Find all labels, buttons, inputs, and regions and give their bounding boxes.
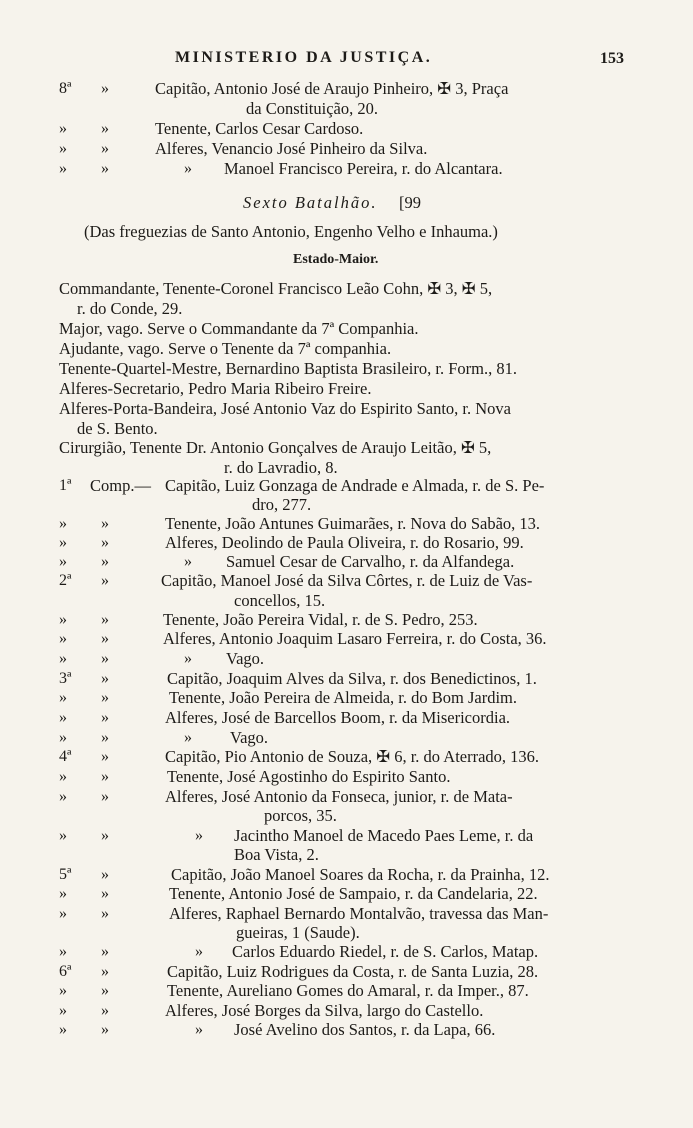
company-marker: 2ª xyxy=(59,572,72,589)
ditto-mark: » xyxy=(101,827,109,844)
entry-continuation: Boa Vista, 2. xyxy=(234,845,319,864)
entry-continuation: gueiras, 1 (Saude). xyxy=(236,923,360,942)
entry-text: Alferes, José de Barcellos Boom, r. da Misericordia. xyxy=(165,708,511,727)
entry-text: Alferes, Deolindo de Paula Oliveira, r. do Rosario, 99. xyxy=(165,533,524,552)
company-marker: 8ª xyxy=(59,80,72,97)
staff-entry: Cirurgião, Tenente Dr. Antonio Gonçalves de Araujo Leitão, ✠ 5, xyxy=(59,438,492,457)
ditto-mark: » xyxy=(59,788,67,805)
entry-text: Vago. xyxy=(226,649,265,668)
ditto-mark: » xyxy=(101,689,109,706)
entry-continuation: da Constituição, 20. xyxy=(246,99,378,118)
entry-text: Manoel Francisco Pereira, r. do Alcantara. xyxy=(224,159,503,178)
entry-text: Capitão, Joaquim Alves da Silva, r. dos Benedictinos, 1. xyxy=(167,669,537,688)
entry-text: Capitão, Luiz Gonzaga de Andrade e Almada, r. de S. Pe- xyxy=(165,476,545,495)
entry-text: Tenente, João Pereira de Almeida, r. do Bom Jardim. xyxy=(169,688,518,707)
company-marker: 6ª xyxy=(59,963,72,980)
ditto-mark: » xyxy=(59,768,67,785)
ditto-mark: » xyxy=(59,689,67,706)
ditto-mark: » xyxy=(59,1021,67,1038)
ditto-mark: » xyxy=(101,788,109,805)
ditto-mark: » xyxy=(101,729,109,746)
entry-text: Capitão, João Manoel Soares da Rocha, r. da Prainha, 12. xyxy=(171,865,550,884)
company-marker: 5ª xyxy=(59,866,72,883)
entry-text: Alferes, Venancio José Pinheiro da Silva. xyxy=(155,139,428,158)
ditto-mark: » xyxy=(101,670,109,687)
ditto-mark: » xyxy=(195,943,203,960)
ditto-mark: » xyxy=(101,572,109,589)
ditto-mark: » xyxy=(101,963,109,980)
staff-entry: Commandante, Tenente-Coronel Francisco Leão Cohn, ✠ 3, ✠ 5, xyxy=(59,279,493,298)
entry-text: Tenente, João Antunes Guimarães, r. Nova do Sabão, 13. xyxy=(165,514,541,533)
ditto-mark: » xyxy=(101,748,109,765)
ditto-mark: » xyxy=(59,905,67,922)
entry-text: Jacintho Manoel de Macedo Paes Leme, r. da xyxy=(234,826,534,845)
ditto-mark: » xyxy=(59,534,67,551)
ditto-mark: » xyxy=(101,866,109,883)
entry-text: Alferes, Antonio Joaquim Lasaro Ferreira, r. do Costa, 36. xyxy=(163,629,547,648)
entry-text: Tenente, José Agostinho do Espirito Santo. xyxy=(167,767,451,786)
ditto-mark: » xyxy=(101,515,109,532)
ditto-mark: » xyxy=(101,160,109,177)
staff-entry-continuation: r. do Lavradio, 8. xyxy=(224,458,338,477)
ditto-mark: » xyxy=(101,1002,109,1019)
company-label: Comp.— xyxy=(90,476,151,495)
ditto-mark: » xyxy=(59,553,67,570)
company-marker: 4ª xyxy=(59,748,72,765)
entry-text: José Avelino dos Santos, r. da Lapa, 66. xyxy=(234,1020,496,1039)
entry-text: Capitão, Luiz Rodrigues da Costa, r. de Santa Luzia, 28. xyxy=(167,962,539,981)
ditto-mark: » xyxy=(184,160,192,177)
ditto-mark: » xyxy=(101,534,109,551)
ditto-mark: » xyxy=(101,553,109,570)
ditto-mark: » xyxy=(195,1021,203,1038)
ditto-mark: » xyxy=(101,768,109,785)
entry-text: Tenente, Aureliano Gomes do Amaral, r. da Imper., 87. xyxy=(167,981,529,1000)
ditto-mark: » xyxy=(101,905,109,922)
ditto-mark: » xyxy=(59,515,67,532)
ditto-mark: » xyxy=(101,611,109,628)
staff-entry: Alferes-Secretario, Pedro Maria Ribeiro Freire. xyxy=(59,379,372,398)
entry-text: Samuel Cesar de Carvalho, r. da Alfandega. xyxy=(226,552,515,571)
ditto-mark: » xyxy=(184,729,192,746)
page-header xyxy=(0,49,693,71)
ditto-mark: » xyxy=(101,885,109,902)
ditto-mark: » xyxy=(59,630,67,647)
ditto-mark: » xyxy=(184,553,192,570)
ditto-mark: » xyxy=(101,943,109,960)
ditto-mark: » xyxy=(59,650,67,667)
staff-entry: Major, vago. Serve o Commandante da 7ª Companhia. xyxy=(59,319,419,338)
ditto-mark: » xyxy=(59,943,67,960)
ditto-mark: » xyxy=(101,120,109,137)
ditto-mark: » xyxy=(59,885,67,902)
entry-text: Capitão, Pio Antonio de Souza, ✠ 6, r. do Aterrado, 136. xyxy=(165,747,540,766)
entry-text: Capitão, Manoel José da Silva Côrtes, r. de Luiz de Vas- xyxy=(161,571,533,590)
page-number: 153 xyxy=(600,50,624,67)
section-title: Sexto Batalhão. xyxy=(243,193,378,212)
ditto-mark: » xyxy=(101,650,109,667)
staff-entry-continuation: r. do Conde, 29. xyxy=(77,299,183,318)
section-subtitle: (Das freguezias de Santo Antonio, Engenho Velho e Inhauma.) xyxy=(84,222,498,241)
company-marker: 3ª xyxy=(59,670,72,687)
ditto-mark: » xyxy=(101,80,109,97)
ditto-mark: » xyxy=(101,709,109,726)
entry-text: Alferes, José Borges da Silva, largo do Castello. xyxy=(165,1001,484,1020)
running-title: MINISTERIO DA JUSTIÇA. xyxy=(175,49,433,66)
ditto-mark: » xyxy=(59,709,67,726)
company-marker: 1ª xyxy=(59,477,72,494)
ditto-mark: » xyxy=(101,630,109,647)
entry-continuation: dro, 277. xyxy=(252,495,312,514)
entry-text: Tenente, Carlos Cesar Cardoso. xyxy=(155,119,364,138)
staff-entry-continuation: de S. Bento. xyxy=(77,419,158,438)
ditto-mark: » xyxy=(59,611,67,628)
entry-continuation: porcos, 35. xyxy=(264,806,337,825)
ditto-mark: » xyxy=(59,160,67,177)
entry-continuation: concellos, 15. xyxy=(234,591,326,610)
ditto-mark: » xyxy=(195,827,203,844)
entry-text: Alferes, José Antonio da Fonseca, junior, r. de Mata- xyxy=(165,787,513,806)
ditto-mark: » xyxy=(59,827,67,844)
ditto-mark: » xyxy=(59,1002,67,1019)
entry-text: Tenente, Antonio José de Sampaio, r. da Candelaria, 22. xyxy=(169,884,538,903)
ditto-mark: » xyxy=(101,1021,109,1038)
staff-entry: Ajudante, vago. Serve o Tenente da 7ª companhia. xyxy=(59,339,392,358)
staff-entry: Tenente-Quartel-Mestre, Bernardino Baptista Brasileiro, r. Form., 81. xyxy=(59,359,517,378)
staff-entry: Alferes-Porta-Bandeira, José Antonio Vaz do Espirito Santo, r. Nova xyxy=(59,399,511,418)
staff-heading: Estado-Maior. xyxy=(293,252,379,267)
entry-text: Alferes, Raphael Bernardo Montalvão, travessa das Man- xyxy=(169,904,549,923)
ditto-mark: » xyxy=(59,982,67,999)
ditto-mark: » xyxy=(59,140,67,157)
ditto-mark: » xyxy=(59,120,67,137)
entry-text: Capitão, Antonio José de Araujo Pinheiro, ✠ 3, Praça xyxy=(155,79,509,98)
ditto-mark: » xyxy=(101,140,109,157)
entry-text: Vago. xyxy=(230,728,269,747)
ditto-mark: » xyxy=(59,729,67,746)
entry-text: Carlos Eduardo Riedel, r. de S. Carlos, Matap. xyxy=(232,942,539,961)
ditto-mark: » xyxy=(184,650,192,667)
ditto-mark: » xyxy=(101,982,109,999)
section-number: [99 xyxy=(399,193,421,212)
entry-text: Tenente, João Pereira Vidal, r. de S. Pedro, 253. xyxy=(163,610,478,629)
